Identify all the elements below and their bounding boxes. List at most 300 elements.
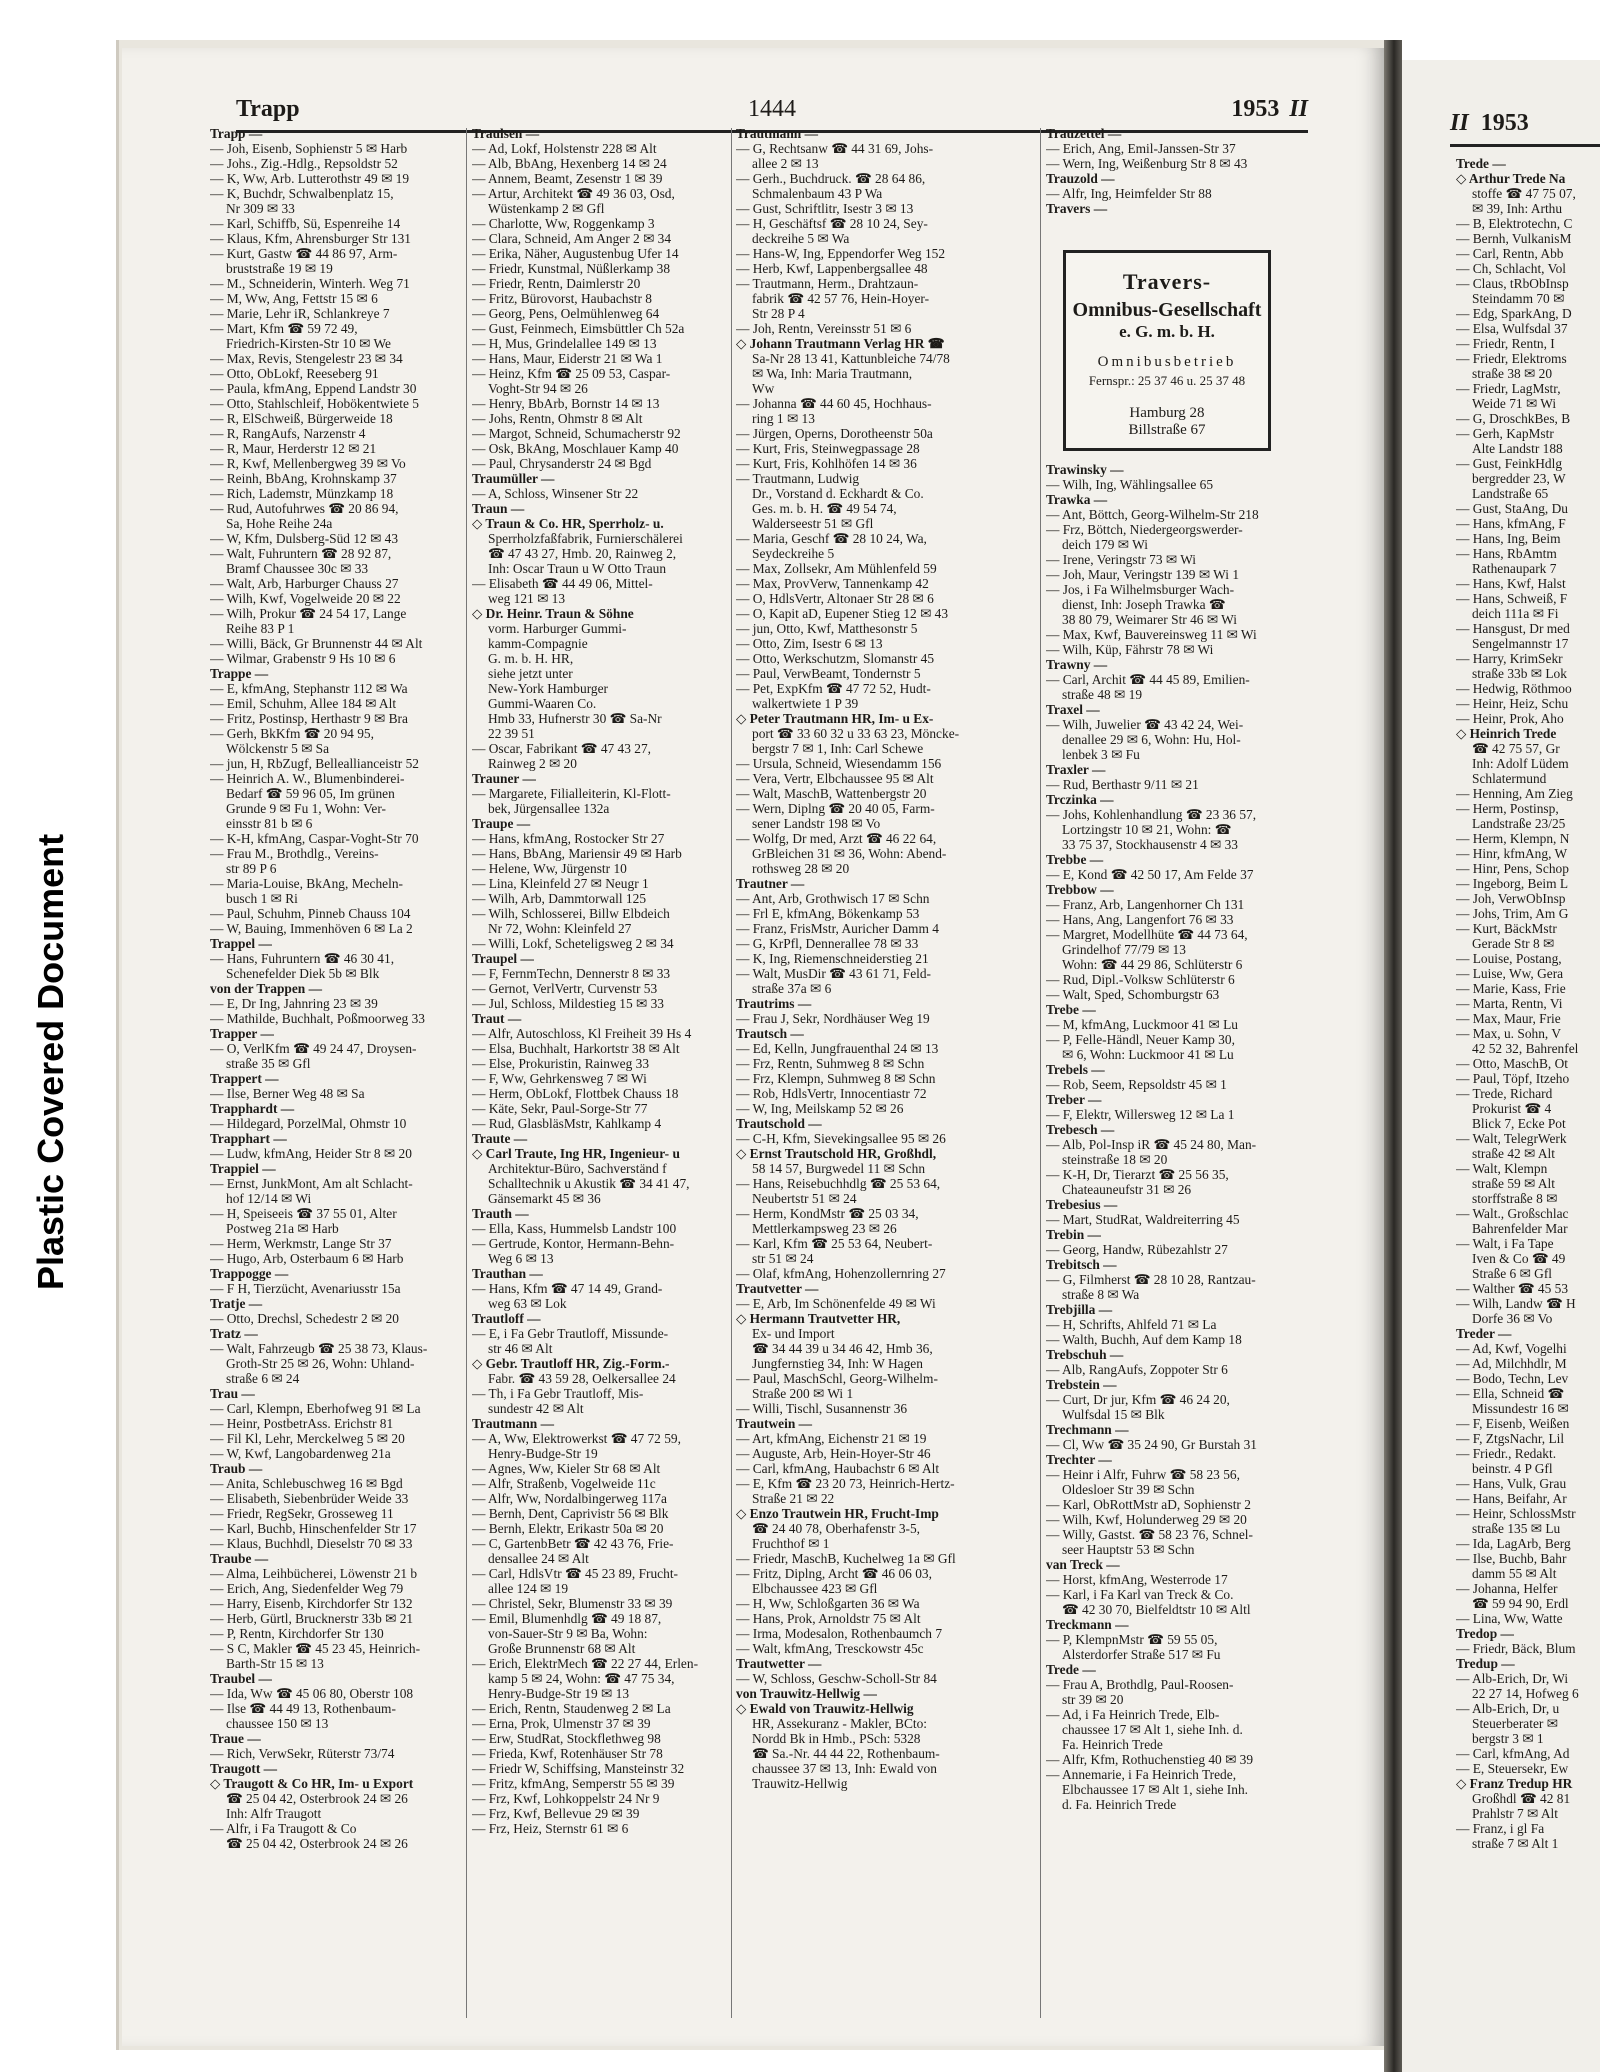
directory-entry: — Fritz, kfmAng, Semperstr 55 ✉ 39 — [472, 1776, 675, 1791]
directory-entry: straße 35 ✉ Gfl — [226, 1056, 311, 1071]
directory-entry: — Gernot, VerlVertr, Curvenstr 53 — [472, 981, 658, 996]
directory-entry: Inh: Alfr Traugott — [226, 1806, 322, 1821]
directory-entry: Trautschold — — [736, 1116, 822, 1131]
directory-entry: — Paul, Schuhm, Pinneb Chauss 104 — [210, 906, 411, 921]
directory-entry: Schmalenbaum 43 P Wa — [752, 186, 883, 201]
directory-entry: — Willy, Gastst. ☎ 58 23 76, Schnel- — [1046, 1527, 1253, 1542]
directory-entry: Trautvetter — — [736, 1281, 819, 1296]
directory-entry: Alte Landstr 188 — [1472, 441, 1563, 456]
directory-entry: ◇ Traugott & Co HR, Im- u Export — [210, 1776, 414, 1791]
directory-entry: str 46 ✉ Alt — [488, 1341, 553, 1356]
directory-entry: Mettlerkampsweg 23 ✉ 26 — [752, 1221, 897, 1236]
directory-entry: — Marie, Kass, Frie — [1456, 981, 1566, 996]
directory-entry: — Mathilde, Buchhalt, Poßmoorweg 33 — [210, 1011, 425, 1026]
directory-entry: — Edg, SparkAng, D — [1456, 306, 1572, 321]
directory-entry: bergredder 23, W — [1472, 471, 1566, 486]
directory-entry: ◇ Traun & Co. HR, Sperrholz- u. — [472, 516, 664, 531]
directory-entry: walkertwiete 1 P 39 — [752, 696, 859, 711]
directory-entry: siehe jetzt unter — [488, 666, 573, 681]
directory-entry: — Wern, Ing, Weißenburg Str 8 ✉ 43 — [1046, 156, 1248, 171]
directory-entry: Trautrims — — [736, 996, 812, 1011]
facing-page-volume: II — [1450, 110, 1469, 136]
directory-entry: — Johs, Trim, Am G — [1456, 906, 1569, 921]
directory-entry: fabrik ☎ 42 57 76, Hein-Hoyer- — [752, 291, 930, 306]
directory-entry: — Joh, Maur, Veringstr 139 ✉ Wi 1 — [1046, 567, 1240, 582]
directory-entry: — Trede, Richard — [1456, 1086, 1553, 1101]
directory-entry: Nordd Bk in Hmb., PSch: 5328 — [752, 1731, 921, 1746]
directory-entry: Straße 21 ✉ 22 — [752, 1491, 835, 1506]
directory-entry: — Paul, MaschSchl, Georg-Wilhelm- — [736, 1371, 938, 1386]
directory-entry: kamm-Compagnie — [488, 636, 588, 651]
directory-entry: 42 52 32, Bahrenfel — [1472, 1041, 1579, 1056]
directory-entry: — Paul, Töpf, Itzeho — [1456, 1071, 1570, 1086]
directory-entry: lenbek 3 ✉ Fu — [1062, 747, 1140, 762]
directory-entry: chaussee 17 ✉ Alt 1, siehe Inh. d. — [1062, 1722, 1243, 1737]
directory-entry: GrBleichen 31 ✉ 36, Wohn: Abend- — [752, 846, 947, 861]
directory-entry: densallee 24 ✉ Alt — [488, 1551, 589, 1566]
directory-entry: — Max, Revis, Stengelestr 23 ✉ 34 — [210, 351, 403, 366]
directory-entry: Gerade Str 8 ✉ — [1472, 936, 1555, 951]
directory-entry: chaussee 150 ✉ 13 — [226, 1716, 329, 1731]
directory-entry: — Hans, Reisebuchhdlg ☎ 25 53 64, — [736, 1176, 941, 1191]
directory-entry: — F, ZtgsNachr, Lil — [1456, 1431, 1565, 1446]
directory-entry: 22 27 14, Hofweg 6 — [1472, 1686, 1579, 1701]
directory-entry: Henry-Budge-Str 19 — [488, 1446, 598, 1461]
directory-entry: damm 55 ✉ Alt — [1472, 1566, 1557, 1581]
directory-entry: Trebbe — — [1046, 852, 1104, 867]
directory-entry: Trapp — — [210, 126, 263, 141]
directory-entry: Postweg 21a ✉ Harb — [226, 1221, 339, 1236]
directory-entry: str 89 P 6 — [226, 861, 277, 876]
directory-entry: Trebschuh — — [1046, 1347, 1124, 1362]
directory-entry: ◇ Enzo Trautwein HR, Frucht-Imp — [736, 1506, 939, 1521]
directory-entry: — Walt, TelegrWerk — [1456, 1131, 1567, 1146]
directory-entry: Treckmann — — [1046, 1617, 1129, 1632]
directory-entry: — Heinz, Kfm ☎ 25 09 53, Caspar- — [472, 366, 671, 381]
directory-entry: — Max, Kwf, Bauvereinsweg 11 ✉ Wi — [1046, 627, 1257, 642]
directory-entry: Trebbow — — [1046, 882, 1114, 897]
directory-entry: — Gust, Schriftlitr, Isestr 3 ✉ 13 — [736, 201, 914, 216]
directory-entry: Trautwetter — — [736, 1656, 822, 1671]
directory-entry: — Georg, Pens, Oelmühlenweg 64 — [472, 306, 660, 321]
directory-entry: Reihe 83 P 1 — [226, 621, 295, 636]
directory-entry: — Maria-Louise, BkAng, Mecheln- — [210, 876, 404, 891]
book-gutter — [1384, 40, 1402, 2072]
directory-column-4 — [1046, 462, 1296, 2022]
directory-entry: — E, Arb, Im Schönenfelde 49 ✉ Wi — [736, 1296, 936, 1311]
header-year-value: 1953 — [1231, 96, 1280, 122]
directory-entry: — Otto, MaschB, Ot — [1456, 1056, 1568, 1071]
directory-entry: Trebstein — — [1046, 1377, 1117, 1392]
directory-entry: — Agnes, Ww, Kieler Str 68 ✉ Alt — [472, 1461, 661, 1476]
directory-entry: — F, FernmTechn, Dennerstr 8 ✉ 33 — [472, 966, 671, 981]
directory-entry: — Henning, Am Zieg — [1456, 786, 1573, 801]
directory-entry: allee 2 ✉ 13 — [752, 156, 819, 171]
facing-page-year: 1953 — [1480, 110, 1529, 136]
directory-entry: — E, kfmAng, Stephanstr 112 ✉ Wa — [210, 681, 408, 696]
directory-entry: Sa-Nr 28 13 41, Kattunbleiche 74/78 — [752, 351, 950, 366]
directory-entry: — W, Kwf, Langobardenweg 21a — [210, 1446, 391, 1461]
directory-entry: Architektur-Büro, Sachverständ f — [488, 1161, 667, 1176]
directory-entry: — Herb, Kwf, Lappenbergsallee 48 — [736, 261, 928, 276]
directory-entry: Trauwitz-Hellwig — [752, 1776, 848, 1791]
directory-column-4-top — [1046, 126, 1296, 246]
directory-entry: Jungfernstieg 34, Inh: W Hagen — [752, 1356, 923, 1371]
directory-entry: Trapphart — — [210, 1131, 287, 1146]
directory-entry: — P, Rentn, Kirchdorfer Str 130 — [210, 1626, 384, 1641]
directory-entry: Traulsen — — [472, 126, 540, 141]
directory-entry: — H, Geschäftsf ☎ 28 10 24, Sey- — [736, 216, 928, 231]
directory-entry: — Rud, Berthastr 9/11 ✉ 21 — [1046, 777, 1199, 792]
directory-entry: — E, Dr Ing, Jahnring 23 ✉ 39 — [210, 996, 378, 1011]
directory-entry: — Erika, Näher, Augustenbug Ufer 14 — [472, 246, 679, 261]
directory-entry: ◇ Peter Trautmann HR, Im- u Ex- — [736, 711, 934, 726]
directory-entry: — Mart, StudRat, Waldreiterring 45 — [1046, 1212, 1240, 1227]
directory-entry: port ☎ 33 60 32 u 33 63 23, Möncke- — [752, 726, 960, 741]
directory-entry: — Margot, Schneid, Schumacherstr 92 — [472, 426, 681, 441]
directory-entry: — K, Buchdr, Schwalbenplatz 15, — [210, 186, 394, 201]
directory-entry: Trapper — — [210, 1026, 274, 1041]
directory-entry: Traue — — [210, 1731, 261, 1746]
directory-entry: — Frau M., Brothdlg., Vereins- — [210, 846, 379, 861]
directory-entry: — Carl, Rentn, Abb — [1456, 246, 1564, 261]
directory-entry: Travers — — [1046, 201, 1108, 216]
directory-entry: — Kurt, Gastw ☎ 44 86 97, Arm- — [210, 246, 398, 261]
directory-entry: — Max, Zollsekr, Am Mühlenfeld 59 — [736, 561, 937, 576]
directory-entry: van Treck — — [1046, 1557, 1120, 1572]
directory-entry: — Luise, Ww, Gera — [1456, 966, 1564, 981]
directory-entry: — Ant, Böttch, Georg-Wilhelm-Str 218 — [1046, 507, 1259, 522]
ad-street: Billstraße 67 — [1128, 422, 1206, 438]
directory-entry: Oldesloer Str 39 ✉ Schn — [1062, 1482, 1195, 1497]
directory-entry: — Alfr, Ww, Nordalbingerweg 117a — [472, 1491, 667, 1506]
directory-entry: — O, Kapit aD, Eupener Stieg 12 ✉ 43 — [736, 606, 949, 621]
directory-entry: — Ilse, Buchb, Bahr — [1456, 1551, 1567, 1566]
directory-entry: Bramf Chaussee 30c ✉ 33 — [226, 561, 369, 576]
column-divider — [1040, 128, 1041, 2018]
directory-entry: — Paula, kfmAng, Eppend Landstr 30 — [210, 381, 417, 396]
directory-entry: — Karl, Buchb, Hinschenfelder Str 17 — [210, 1521, 417, 1536]
directory-entry: bruststraße 19 ✉ 19 — [226, 261, 333, 276]
directory-entry: — Erich, ElektrMech ☎ 22 27 44, Erlen- — [472, 1656, 699, 1671]
directory-entry: — Wilh, Arb, Dammtorwall 125 — [472, 891, 647, 906]
directory-entry: straße 7 ✉ Alt 1 — [1472, 1836, 1559, 1851]
directory-entry: — Herm, Werkmstr, Lange Str 37 — [210, 1236, 392, 1251]
directory-entry: — Horst, kfmAng, Westerrode 17 — [1046, 1572, 1228, 1587]
directory-entry: — Ad, i Fa Heinrich Trede, Elb- — [1046, 1707, 1220, 1722]
directory-entry: Trautner — — [736, 876, 805, 891]
directory-entry: Sperrholzfaßfabrik, Furnierschälerei — [488, 531, 683, 546]
directory-entry: Tratz — — [210, 1326, 258, 1341]
directory-entry: — W, Ing, Meilskamp 52 ✉ 26 — [736, 1101, 904, 1116]
directory-entry: Chateauneufstr 31 ✉ 26 — [1062, 1182, 1192, 1197]
ad-phone: Fernspr.: 25 37 46 u. 25 37 48 — [1088, 373, 1246, 388]
directory-entry: — G, DroschkBes, B — [1456, 411, 1571, 426]
directory-entry: — Ad, Lokf, Holstenstr 228 ✉ Alt — [472, 141, 657, 156]
directory-entry: 33 75 37, Stockhausenstr 4 ✉ 33 — [1062, 837, 1238, 852]
directory-entry: Trede — — [1456, 156, 1506, 171]
directory-entry: — jun, Otto, Kwf, Matthesonstr 5 — [736, 621, 918, 636]
directory-entry: — Otto, Drechsl, Schedestr 2 ✉ 20 — [210, 1311, 399, 1326]
directory-entry: Wölckenstr 5 ✉ Sa — [226, 741, 330, 756]
directory-entry: Gänsemarkt 45 ✉ 36 — [488, 1191, 601, 1206]
directory-entry: Traugott — — [210, 1761, 278, 1776]
directory-entry: — Alb-Erich, Dr, Wi — [1456, 1671, 1569, 1686]
directory-entry: Traumüller — — [472, 471, 555, 486]
directory-entry: stoffe ☎ 47 75 07, — [1472, 186, 1576, 201]
directory-entry: — Wilh, Küp, Fährstr 78 ✉ Wi — [1046, 642, 1214, 657]
directory-entry: Trautloff — — [472, 1311, 541, 1326]
directory-entry: kamp 5 ✉ 24, Wohn: ☎ 47 75 34, — [488, 1671, 675, 1686]
directory-entry: — Auguste, Arb, Hein-Hoyer-Str 46 — [736, 1446, 931, 1461]
directory-entry: Ges. m. b. H. ☎ 49 54 74, — [752, 501, 897, 516]
directory-entry: ☎ 34 44 39 u 34 46 42, Hmb 36, — [752, 1341, 933, 1356]
directory-entry: — Art, kfmAng, Eichenstr 21 ✉ 19 — [736, 1431, 927, 1446]
directory-entry: — Frau J, Sekr, Nordhäuser Weg 19 — [736, 1011, 930, 1026]
directory-entry: — Maria, Geschf ☎ 28 10 24, Wa, — [736, 531, 927, 546]
directory-entry: ◇ Heinrich Trede — [1456, 726, 1557, 741]
directory-entry: — Hans, kfmAng, Rostocker Str 27 — [472, 831, 665, 846]
directory-entry: — Fritz, Bürovorst, Haubachstr 8 — [472, 291, 653, 306]
directory-entry: — Johs, Kohlenhandlung ☎ 23 36 57, — [1046, 807, 1257, 822]
directory-entry: — F, Ww, Gehrkensweg 7 ✉ Wi — [472, 1071, 647, 1086]
directory-entry: ◇ Franz Tredup HR — [1456, 1776, 1573, 1791]
directory-entry: Trczinka — — [1046, 792, 1114, 807]
directory-entry: straße 33b ✉ Lok — [1472, 666, 1567, 681]
directory-entry: — Kurt, Fris, Kohlhöfen 14 ✉ 36 — [736, 456, 917, 471]
directory-entry: — Alfr, Ing, Heimfelder Str 88 — [1046, 186, 1212, 201]
directory-entry: — Frau A, Brothdlg, Paul-Roosen- — [1046, 1677, 1234, 1692]
directory-entry: Missundestr 16 ✉ — [1472, 1401, 1569, 1416]
directory-entry: — Wilh, Kwf, Vogelweide 20 ✉ 22 — [210, 591, 401, 606]
directory-entry: — Hans, Maur, Eiderstr 21 ✉ Wa 1 — [472, 351, 663, 366]
directory-entry: Alsterdorfer Straße 517 ✉ Fu — [1062, 1647, 1221, 1662]
directory-entry: — Hans, Fuhruntern ☎ 46 30 41, — [210, 951, 395, 966]
directory-entry: — Clara, Schneid, Am Anger 2 ✉ 34 — [472, 231, 672, 246]
directory-entry: einsstr 81 b ✉ 6 — [226, 816, 313, 831]
directory-entry: Trawinsky — — [1046, 462, 1124, 477]
directory-entry: — Elsa, Buchhalt, Harkortstr 38 ✉ Alt — [472, 1041, 680, 1056]
directory-entry: — Heinr i Alfr, Fuhrw ☎ 58 23 56, — [1046, 1467, 1240, 1482]
directory-entry: — Jul, Schloss, Mildestieg 15 ✉ 33 — [472, 996, 664, 1011]
directory-entry: — Emil, Blumenhdlg ☎ 49 18 87, — [472, 1611, 662, 1626]
directory-entry: — Wilh, Kwf, Holunderweg 29 ✉ 20 — [1046, 1512, 1247, 1527]
directory-entry: — Rob, HdlsVertr, Innocentiastr 72 — [736, 1086, 927, 1101]
directory-entry: — Walt, Fuhruntern ☎ 28 92 87, — [210, 546, 392, 561]
directory-entry: — Johanna, Helfer — [1456, 1581, 1558, 1596]
directory-entry: Trautwein — — [736, 1416, 813, 1431]
directory-entry: — Rud, GlasbläsMstr, Kahlkamp 4 — [472, 1116, 662, 1131]
directory-entry: — Fil Kl, Lehr, Merckelweg 5 ✉ 20 — [210, 1431, 405, 1446]
directory-entry: — Johs, Rentn, Ohmstr 8 ✉ Alt — [472, 411, 643, 426]
directory-entry: Rainweg 2 ✉ 20 — [488, 756, 577, 771]
directory-entry: — Mart, Kfm ☎ 59 72 49, — [210, 321, 358, 336]
directory-entry: chaussee 37 ✉ 13, Inh: Ewald von — [752, 1761, 937, 1776]
directory-entry: — Ida, LagArb, Berg — [1456, 1536, 1571, 1551]
directory-entry: — Hans, Kwf, Halst — [1456, 576, 1566, 591]
directory-entry: — Klaus, Kfm, Ahrensburger Str 131 — [210, 231, 411, 246]
directory-entry: — Alb, BbAng, Hexenberg 14 ✉ 24 — [472, 156, 667, 171]
directory-entry: — Wolfg, Dr med, Arzt ☎ 46 22 64, — [736, 831, 937, 846]
directory-entry: — Wilh, Juwelier ☎ 43 42 24, Wei- — [1046, 717, 1244, 732]
directory-entry: — Hansgust, Dr med — [1456, 621, 1570, 636]
directory-entry: — Gerh, BkKfm ☎ 20 94 95, — [210, 726, 374, 741]
directory-entry: ☎ 42 75 57, Gr — [1472, 741, 1560, 756]
directory-entry: — Willi, Tischl, Susannenstr 36 — [736, 1401, 908, 1416]
directory-entry: — Gerh, KapMstr — [1456, 426, 1554, 441]
directory-entry: Schenefelder Diek 5b ✉ Blk — [226, 966, 380, 981]
directory-entry: — Gust, Feinmech, Eimsbüttler Ch 52a — [472, 321, 685, 336]
directory-entry: Wüstenkamp 2 ✉ Gfl — [488, 201, 605, 216]
directory-entry: — Otto, Stahlschleif, Hobökentwiete 5 — [210, 396, 420, 411]
directory-entry: — Hans, Vulk, Grau — [1456, 1476, 1567, 1491]
directory-entry: — Heinr, SchlossMstr — [1456, 1506, 1576, 1521]
directory-entry: Henry-Budge-Str 19 ✉ 13 — [488, 1686, 630, 1701]
directory-entry: Trebin — — [1046, 1227, 1101, 1242]
directory-entry: Neubertstr 51 ✉ 24 — [752, 1191, 857, 1206]
directory-entry: Trauzettel — — [1046, 126, 1122, 141]
directory-entry: — Hans, BbAng, Mariensir 49 ✉ Harb — [472, 846, 682, 861]
directory-entry: steinstraße 18 ✉ 20 — [1062, 1152, 1168, 1167]
ad-business: Omnibusbetrieb — [1097, 354, 1237, 370]
directory-entry: Steuerberater ✉ — [1472, 1716, 1558, 1731]
directory-entry: Barth-Str 15 ✉ 13 — [226, 1656, 324, 1671]
directory-entry: — Karl, i Fa Karl van Treck & Co. — [1046, 1587, 1234, 1602]
directory-entry: Traute — — [472, 1131, 528, 1146]
directory-entry: Traub — — [210, 1461, 263, 1476]
directory-entry: — Hans, kfmAng, F — [1456, 516, 1566, 531]
directory-entry: — Max, ProvVerw, Tannenkamp 42 — [736, 576, 929, 591]
directory-entry: Rathenaupark 7 — [1472, 561, 1557, 576]
directory-entry: — Wilh, Schlosserei, Billw Elbdeich — [472, 906, 670, 921]
directory-entry: — Walt, Sped, Schomburgstr 63 — [1046, 987, 1220, 1002]
directory-entry: — Henry, BbArb, Bornstr 14 ✉ 13 — [472, 396, 660, 411]
directory-entry: weg 63 ✉ Lok — [488, 1296, 567, 1311]
directory-entry: deich 111a ✉ Fi — [1472, 606, 1559, 621]
directory-entry: — Heinr, PostbetrAss. Erichstr 81 — [210, 1416, 394, 1431]
directory-entry: — O, VerlKfm ☎ 49 24 47, Droysen- — [210, 1041, 417, 1056]
directory-entry: — Ludw, kfmAng, Heider Str 8 ✉ 20 — [210, 1146, 412, 1161]
directory-entry: — Max, Maur, Frie — [1456, 1011, 1561, 1026]
directory-entry: deckreihe 5 ✉ Wa — [752, 231, 850, 246]
directory-entry: von der Trappen — — [210, 981, 322, 996]
directory-entry: — Else, Prokuristin, Rainweg 33 — [472, 1056, 650, 1071]
directory-entry: — Walt, MusDir ☎ 43 61 71, Feld- — [736, 966, 932, 981]
travers-advertisement — [1063, 250, 1271, 451]
directory-entry: — Ilse, Berner Weg 48 ✉ Sa — [210, 1086, 365, 1101]
directory-entry: Trautsch — — [736, 1026, 804, 1041]
directory-entry: Ex- und Import — [752, 1326, 835, 1341]
directory-entry: — H, Mus, Grindelallee 149 ✉ 13 — [472, 336, 657, 351]
directory-entry: Trauthan — — [472, 1266, 543, 1281]
directory-entry: Trappogge — — [210, 1266, 289, 1281]
ad-title: Travers- — [1122, 269, 1212, 294]
directory-entry: ring 1 ✉ 13 — [752, 411, 815, 426]
directory-entry: — Ella, Kass, Hummelsb Landstr 100 — [472, 1221, 677, 1236]
directory-entry: Treder — — [1456, 1326, 1512, 1341]
directory-entry: Grindelhof 77/79 ✉ 13 — [1062, 942, 1186, 957]
directory-entry: — Walt, Arb, Harburger Chauss 27 — [210, 576, 399, 591]
directory-entry: Landstraße 65 — [1472, 486, 1549, 501]
directory-entry: — Annem, Beamt, Zesenstr 1 ✉ 39 — [472, 171, 663, 186]
directory-entry: Trautmann — — [472, 1416, 554, 1431]
directory-entry: Trautmann — — [736, 126, 818, 141]
directory-entry: — W, Bauing, Immenhöven 6 ✉ La 2 — [210, 921, 413, 936]
directory-entry: Dorfe 36 ✉ Vo — [1472, 1311, 1553, 1326]
directory-entry: Trechter — — [1046, 1452, 1112, 1467]
directory-entry: — Karl, Schiffb, Sü, Espenreihe 14 — [210, 216, 401, 231]
directory-entry: ◇ Gebr. Trautloff HR, Zig.-Form.- — [472, 1356, 670, 1371]
directory-entry: — Friedr, Rentn, I — [1456, 336, 1555, 351]
directory-entry: straße 37a ✉ 6 — [752, 981, 832, 996]
directory-entry: — Carl, HdlsVtr ☎ 45 23 89, Frucht- — [472, 1566, 678, 1581]
directory-entry: — Alfr, Kfm, Rothuchenstieg 40 ✉ 39 — [1046, 1752, 1254, 1767]
directory-entry: — P, KlempnMstr ☎ 59 55 05, — [1046, 1632, 1218, 1647]
directory-entry: — Klaus, Buchhdl, Dieselstr 70 ✉ 33 — [210, 1536, 413, 1551]
directory-entry: bergstr 7 ✉ 1, Inh: Carl Schewe — [752, 741, 924, 756]
directory-entry: — Jürgen, Operns, Dorotheenstr 50a — [736, 426, 933, 441]
directory-entry: — A, Schloss, Winsener Str 22 — [472, 486, 639, 501]
directory-entry: — Frz, Kwf, Bellevue 29 ✉ 39 — [472, 1806, 640, 1821]
directory-entry: — Wilh, Prokur ☎ 24 54 17, Lange — [210, 606, 407, 621]
directory-entry: Trebjilla — — [1046, 1302, 1113, 1317]
column-divider — [466, 128, 467, 2018]
directory-entry: — Alfr, Autoschloss, Kl Freiheit 39 Hs 4 — [472, 1026, 692, 1041]
directory-entry: beinstr. 4 P Gfl — [1472, 1461, 1553, 1476]
directory-entry: Groth-Str 25 ✉ 26, Wohn: Uhland- — [226, 1356, 415, 1371]
directory-entry: busch 1 ✉ Ri — [226, 891, 298, 906]
directory-entry: 22 39 51 — [488, 726, 535, 741]
directory-entry: — Hugo, Arb, Osterbaum 6 ✉ Harb — [210, 1251, 404, 1266]
directory-entry: Trawny — — [1046, 657, 1108, 672]
directory-entry: ☎ 25 04 42, Osterbrook 24 ✉ 26 — [226, 1791, 408, 1806]
directory-entry: — Joh, VerwObInsp — [1456, 891, 1566, 906]
directory-entry: Trawka — — [1046, 492, 1108, 507]
directory-entry: Trau — — [210, 1386, 255, 1401]
directory-entry: Trappel — — [210, 936, 272, 951]
directory-entry: — Rud, Dipl.-Volksw Schlüterstr 6 — [1046, 972, 1235, 987]
directory-entry: — Gerh., Buchdruck. ☎ 28 64 86, — [736, 171, 926, 186]
directory-entry: — Walth, Buchh, Auf dem Kamp 18 — [1046, 1332, 1242, 1347]
facing-page — [1402, 60, 1600, 2072]
directory-entry: — F, Elektr, Willersweg 12 ✉ La 1 — [1046, 1107, 1235, 1122]
directory-entry: — Irma, Modesalon, Rothenbaumch 7 — [736, 1626, 943, 1641]
directory-entry: von Trauwitz-Hellwig — — [736, 1686, 877, 1701]
directory-entry: — Marie, Lehr iR, Schlankreye 7 — [210, 306, 390, 321]
directory-entry: — Frl E, kfmAng, Bökenkamp 53 — [736, 906, 920, 921]
directory-entry: — Harry, Eisenb, Kirchdorfer Str 132 — [210, 1596, 413, 1611]
directory-entry: sener Landstr 198 ✉ Vo — [752, 816, 881, 831]
directory-entry: — Walt, i Fa Tape — [1456, 1236, 1554, 1251]
directory-entry: — Annemarie, i Fa Heinrich Trede, — [1046, 1767, 1237, 1782]
directory-entry: — Friedr, LagMstr, — [1456, 381, 1561, 396]
directory-entry: — Emil, Schuhm, Allee 184 ✉ Alt — [210, 696, 397, 711]
directory-column-2 — [472, 126, 722, 2026]
directory-entry: — Osk, BkAng, Moschlauer Kamp 40 — [472, 441, 679, 456]
directory-entry: — Fritz, Diplng, Archt ☎ 46 06 03, — [736, 1566, 932, 1581]
directory-entry: Seydeckreihe 5 — [752, 546, 835, 561]
directory-entry: ☎ 59 94 90, Erdl — [1472, 1596, 1569, 1611]
directory-entry: Trauzold — — [1046, 171, 1115, 186]
directory-entry: — Trautmann, Herm., Drahtzaun- — [736, 276, 919, 291]
directory-entry: — Margarete, Filialleiterin, Kl-Flott- — [472, 786, 671, 801]
header-volume: II — [1289, 96, 1308, 122]
header-year — [1231, 96, 1308, 123]
directory-entry: — Max, u. Sohn, V — [1456, 1026, 1562, 1041]
directory-entry: — Friedr, MaschB, Kuchelweg 1a ✉ Gfl — [736, 1551, 956, 1566]
directory-entry: — Heinrich A. W., Blumenbinderei- — [210, 771, 405, 786]
directory-entry: — Ingeborg, Beim L — [1456, 876, 1569, 891]
